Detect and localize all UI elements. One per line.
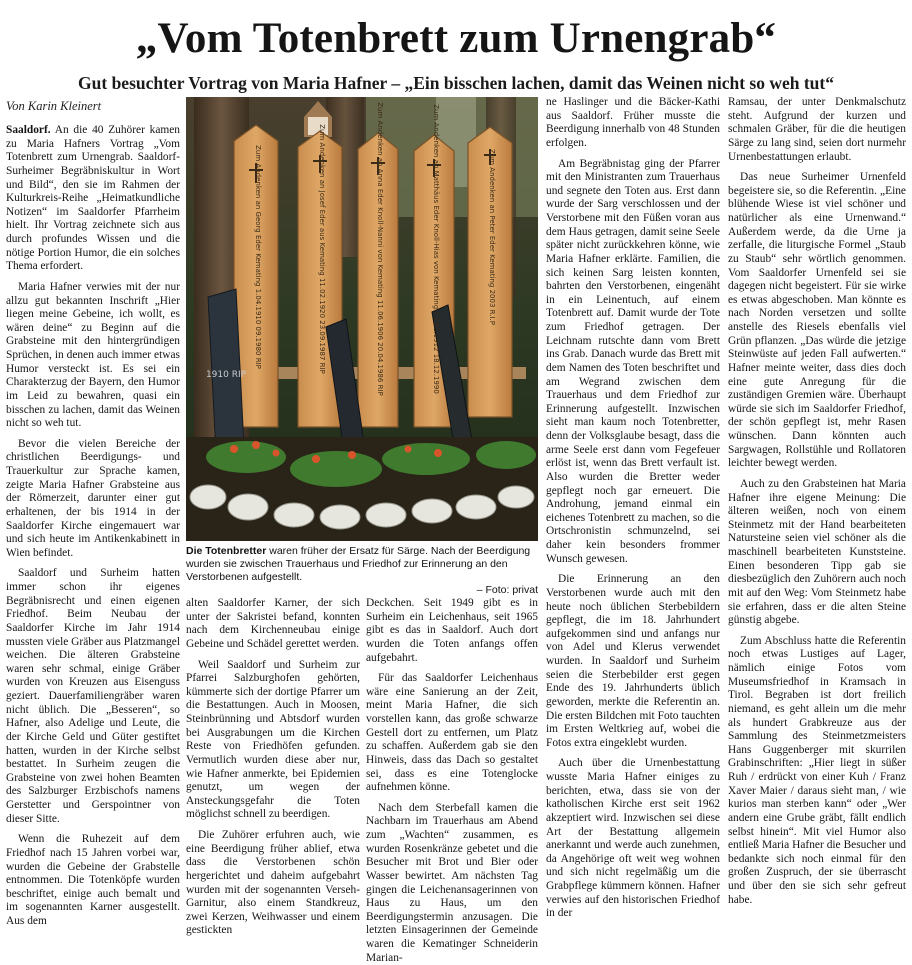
svg-text:Zum Andenken an Josef Eder aus: Zum Andenken an Josef Eder aus Kemating 11.02.1920 23.09.1987 RIP xyxy=(318,124,326,374)
svg-text:Zum Andenken an Peter Eder Kem: Zum Andenken an Peter Eder Kemating 2003 R.I.P xyxy=(488,149,496,325)
article-column-1 xyxy=(6,124,180,964)
paragraph: Auch zu den Grabsteinen hat Maria Hafner ihre eigene Meinung: Die älteren weißen, noch von einem Steinmetz mit der Hand bearbeiteten Natursteine seien viel schöner als die maschinell bearbeiteten Kunststeine. Einen besonderen Tipp gab sie diesbezüglich den Zuhörern auch noch mit auf den Weg: Vom Steinmetz habe sie erfahren, dass er die alten Steine günstig abgebe. xyxy=(728,477,906,627)
paragraph: Zum Abschluss hatte die Referentin noch etwas Lustiges auf Lager, nämlich einige Fotos vom Museumsfriedhof in Kramsach in Tirol. Begraben ist dort freilich niemand, es geht allein um die mehr als hundert Grabkreuze aus der Sammlung des Steinmetzmeisters Hans Guggenberger mit skurrilen Grabinschriften: „Hier liegt in süßer Ruh / erdrückt von einer Kuh / Franz Xaver Maier / daraus sieht man, / wie kurios man sterben kann“ oder „Wer andern eine Grube gräbt, fällt endlich selbst hinein“. Mit viel Humor also entließ Maria Hafner die Besucher und bedankte sich noch einmal für den großen Zuspruch, der sie überrascht und über den sie sich sehr gefreut habe. xyxy=(728,634,906,906)
paragraph: Die Erinnerung an den Verstorbenen wurde auch mit den heute noch üblichen Sterbebildern gepflegt, die im 18. Jahrhundert aufgekommen sind und anfangs nur von Adel und Klerus verwendet wurden. In Saaldorf und Surheim seien die Sterbebilder erst gegen Ende des 19. Jahrhunderts üblich geworden, merkte die Referentin an. Die ersten Bildchen mit Foto tauchten im Ersten Weltkrieg auf, wobei die Fotos extra eingeklebt wurden. xyxy=(546,573,720,749)
photo-credit: – Foto: privat xyxy=(476,584,538,596)
article-column-4 xyxy=(546,96,720,965)
dateline: Saaldorf. xyxy=(6,124,51,136)
article-column-3 xyxy=(366,597,538,965)
paragraph: Maria Hafner verwies mit der nur allzu gut bekannten Inschrift „Hier liegen meine Gebeine, ich wollt, es wären deine“ zu Beginn auf die Grabsteine mit den hintergründigen Sprüchen, in denen auch immer etwas Humor versteckt ist. Es sei ein Charakterzug der Bayern, den Humor im Leid zu bewahren, quasi ein bisschen zu lachen, damit das Weinen nicht so weh tut. xyxy=(6,280,180,430)
svg-text:Zum Andenken an Georg Eder Kem: Zum Andenken an Georg Eder Kemating 1.04.1910 09.1980 RIP xyxy=(254,145,262,369)
caption-lead: Die Totenbretter xyxy=(186,545,267,557)
paragraph: ne Haslinger und die Bäcker-Kathi aus Saaldorf. Früher musste die Beerdigung innerhalb von 48 Stunden erfolgen. xyxy=(546,96,720,149)
paragraph: Am Begräbnistag ging der Pfarrer mit den Ministranten zum Trauerhaus und segnete den Toten aus. Erst dann wurde der Sarg verschlossen und der Verstorbene mit den Füßen voran aus dem Haus getragen, damit seine Seele später nicht zurückkehren könne, wie Maria Hafner erklärte. Familien, die sich keinen Sarg leisten konnten, bahrten den Verstorbenen, eingenäht in ein Leinentuch, auf einem Totenbrett auf. Damit wurde der Tote zum Friedhof getragen. Der Leichnam rutschte dann vom Brett ins Grab. Danach wurde das Brett mit dem Namen des Toten beschriftet und am Wegrand zwischen dem Trauerhaus und dem Friedhof zur Erinnerung aufgestellt. Inzwischen sieht man kaum noch Totenbretter, denn der Volksglaube besagt, dass die arme Seele erst dann vom Fegefeuer erlöst ist, wenn das Brett verfault ist. Also wurden die Bretter weder gepflegt noch gar erneuert. Die Androhung, jemand einmal ein eichenes Totenbrett zu machen, so die Ortschronistin schmunzelnd, sei daher kein besonders frommer Wunsch gewesen. xyxy=(546,157,720,565)
paragraph xyxy=(6,124,180,274)
caption-text: waren früher der Ersatz für Särge. Nach der Beerdigung wurden sie zwischen Trauerhaus und Friedhof zur Erinnerung an den Verstorbenen aufgestellt. xyxy=(186,545,531,583)
paragraph: Ramsau, der unter Denkmalschutz steht. Aufgrund der kurzen und schmalen Gräber, für die die heutigen Särge zu lang sind, seien dort nurmehr Urnenbestattungen erlaubt. xyxy=(728,96,906,163)
paragraph: Saaldorf und Surheim hatten immer schon ihr eigenes Begräbnisrecht und einen eigenen Friedhof. Beim Neubau der Saaldorfer Kirche im Jahr 1914 mussten viele Gräber aus Platzmangel weichen. Die älteren Grabsteine waren sehr schmal, einige Gräber wurden von Kreuzen aus Eisenguss geziert. Dauerfamiliengräber waren nicht üblich. Die „Besseren“, so Hafner, also Adelige und Leute, die der Kirche Geld und Güter gestiftet hatten, wurden in der Kirche selbst bestattet. In Surheim zeugen die Grabsteine von zwei hohen Beamten des Salzburger Erzbischofs namens Gerstetter und Gerspointner von dieser Sitte. xyxy=(6,567,180,825)
paragraph: Bevor die vielen Bereiche der christlichen Beerdigungs- und Trauerkultur zur Sprache kamen, zeigte Maria Hafner Grabsteine aus der Römerzeit, darunter einer gut erhaltenen, der bis 1914 in der Saaldorfer Kirche eingemauert war und sich heute im Antikenkabinett in Wien befindet. xyxy=(6,437,180,559)
article-column-5 xyxy=(728,96,906,965)
paragraph: Deckchen. Seit 1949 gibt es in Surheim ein Leichenhaus, seit 1965 gibt es das in Saaldorf. Auch dort wurden die Toten anfangs offen aufgebahrt. xyxy=(366,597,538,664)
paragraph: Auch über die Urnenbestattung wusste Maria Hafner einiges zu berichten, etwa, dass sie von der katholischen Kirche erst seit 1962 akzeptiert wird. Inzwischen sei diese Art der Bestattung allgemein anerkannt und werde auch zunehmen, da Angehörige oft weit weg wohnen und sich nicht regelmäßig um die Grabpflege kümmern können. Hafner verwies auf den historischen Friedhof in der xyxy=(546,757,720,920)
svg-text:Zum Andenken an Matthäus Eder: Zum Andenken an Matthäus Eder Knoll-Hias von Kemating 11.02.1912 18.12.1990 xyxy=(432,104,440,394)
photo-caption xyxy=(186,545,538,597)
byline: Von Karin Kleinert xyxy=(6,99,102,113)
svg-text:Zum Andenken an Anna Eder Knol: Zum Andenken an Anna Eder Knoll-Nanni von Kemating 11.06.1906 20.04.1986 RIP xyxy=(376,102,384,396)
paragraph: alten Saaldorfer Karner, der sich unter der Sakristei befand, konnten nach dem Kirchenneubau einige Gebeine und Schädel gerettet werden. xyxy=(186,597,360,650)
photo-totenbretter xyxy=(186,97,538,541)
paragraph: Das neue Surheimer Urnenfeld begeistere sie, so die Referentin. „Eine blühende Wiese ist viel schöner und natürlicher als eine Urnenwand.“ Außerdem werde, da die Urne ja zerfalle, die liturgische Formel „Staub zu Staub“ sehr wörtlich genommen. Vom Saaldorfer Urnenfeld sei sie dagegen nicht begeistert. Für sie wirke es etwas abgeschoben. Man könnte es nach Norden versetzen und sollte anstelle des Riesels ebenfalls viel Grün pflanzen. „Das würde die jetzige Steinwüste auf jeden Fall aufwerten.“ Hafner meinte weiter, dass dies doch eine gute Anregung für die zuständigen Gremien wäre. Überhaupt würde sie sich im Saaldorfer Friedhof, der schön gepflegt ist, mehr Rasen wünschen. Dann könnten auch Sargwagen, Rollstühle und Rollatoren leichter bewegt werden. xyxy=(728,171,906,470)
article-column-2 xyxy=(186,597,360,965)
paragraph: Die Zuhörer erfuhren auch, wie eine Beerdigung früher ablief, etwa dass die Verstorbenen schön hergerichtet und daheim aufgebahrt wurden mit der sogenannten Verseh-Garnitur, also einem Standkreuz, zwei Kerzen, Weihwasser und einem gestickten xyxy=(186,829,360,937)
paragraph: Nach dem Sterbefall kamen die Nachbarn im Trauerhaus am Abend zum „Wachten“ zusammen, es wurden Rosenkränze gebetet und die Besucher mit Brot und Bier oder Wasser bewirtet. Am nächsten Tag gingen die Leichenansagerinnen von Haus zu Haus, um den Beerdigungstermin anzusagen. Die letzten Einsagerinnen der Gemeinde waren die Kematinger Schneiderin Marian- xyxy=(366,801,538,964)
svg-text:1910 RIP: 1910 RIP xyxy=(205,370,247,380)
headline: „Vom Totenbrett zum Urnengrab“ xyxy=(135,15,777,62)
subheadline: Gut besuchter Vortrag von Maria Hafner – „Ein bisschen lachen, damit das Weinen nicht so weh tut“ xyxy=(78,73,834,93)
paragraph: Weil Saaldorf und Surheim zur Pfarrei Salzburghofen gehörten, kümmerte sich der dortige Pfarrer um die Bestattungen. Auch in Moosen, Steinbrünning und Abtsdorf wurden bei Ausgrabungen um die Kirchen Reste von Friedhöfen gefunden. Vermutlich wurden diese aber nur, wie Hafner anmerkte, bei Epidemien genutzt, um wegen der Ansteckungsgefahr die Toten möglichst schnell zu beerdigen. xyxy=(186,658,360,821)
paragraph: Wenn die Ruhezeit auf dem Friedhof nach 15 Jahren vorbei war, wurden die Gebeine der Grabstelle entnommen. Die Totenköpfe wurden beschriftet, einige auch bemalt und im sogenannten Karner ausgestellt. Aus dem xyxy=(6,833,180,927)
paragraph-text: An die 40 Zuhörer kamen zu Maria Hafners Vortrag „Vom Totenbrett zum Urnengrab. Saaldorf-Surheimer Begräbniskultur in Wort und Bild“, den sie im Rahmen der Kulturkreis-Reihe „Heimatkundliche Notizen“ im Saaldorfer Pfarrheim hielt. Ihr Vortrag zeichnete sich aus durch profundes Wissen und die nötige Portion Humor, die ein solches Thema erfordert. xyxy=(6,124,180,273)
photo-illustration xyxy=(186,97,538,541)
paragraph: Für das Saaldorfer Leichenhaus wäre eine Sanierung an der Zeit, meint Maria Hafner, die sich vorstellen kann, das große schwarze Gestell dort zu entfernen, um Platz zu schaffen. Außerdem gab sie den Hinweis, dass das Dach so gestaltet sei, dass es eine Totenglocke aufnehmen könne. xyxy=(366,672,538,794)
